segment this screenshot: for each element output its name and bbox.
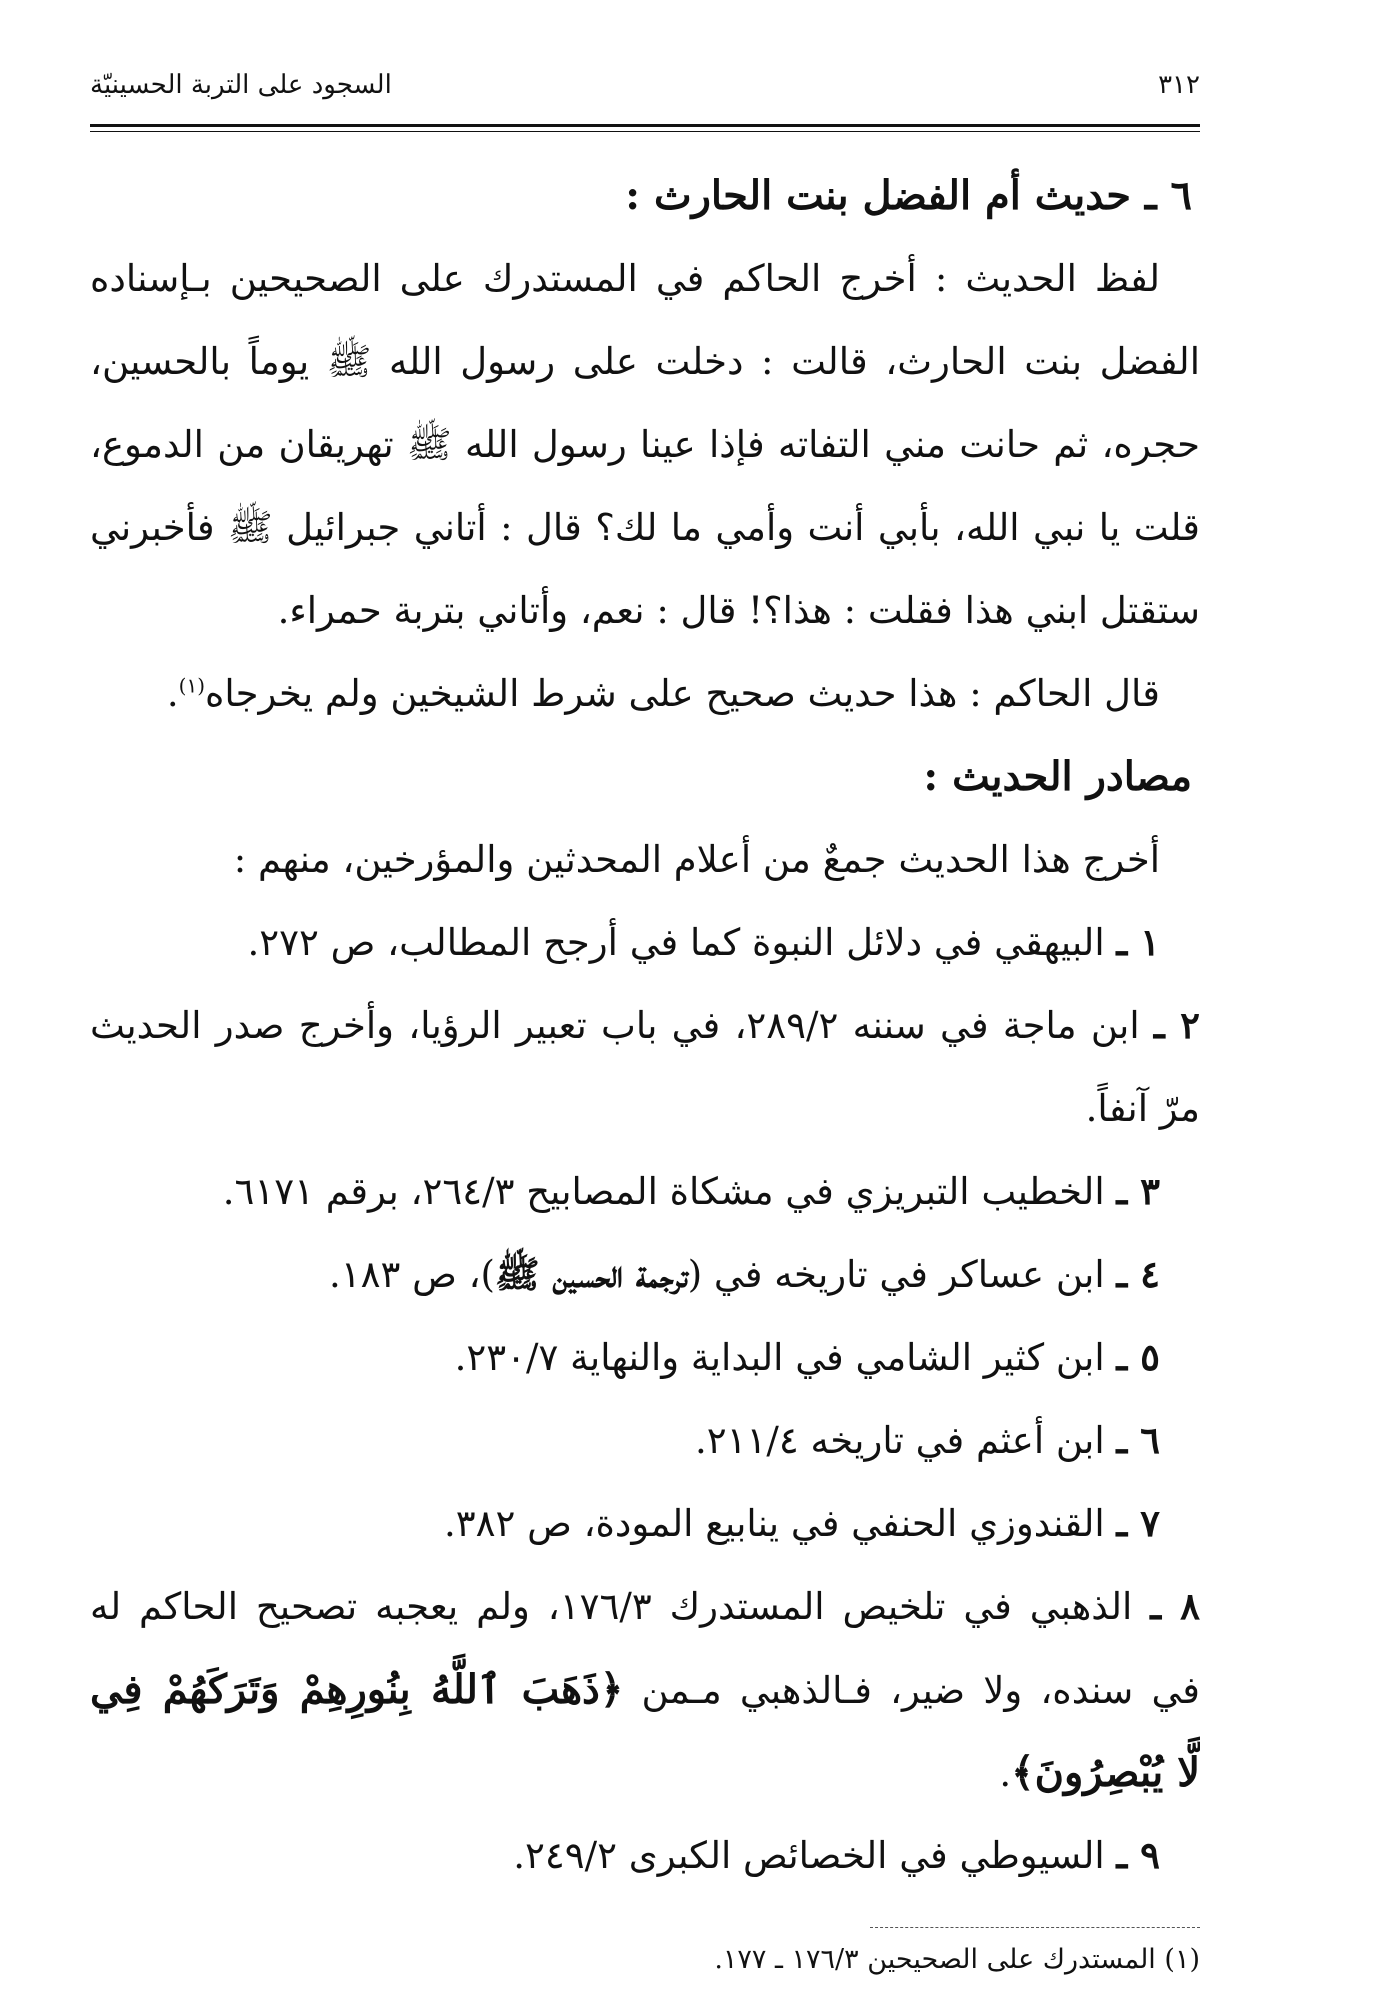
page-header xyxy=(90,70,1200,118)
source-text: الذهبي في تلخيص المستدرك ١٧٦/٣، ولم يعجبه تصحيح الحاكم له xyxy=(90,1585,1133,1628)
source-bold-title: ترجمة الحسين ﷺ xyxy=(494,1252,688,1296)
source-text: ابن ماجة في سننه ٢٨٩/٢، في باب تعبير الرؤيا، وأخرج صدر الحديث xyxy=(90,1004,1140,1047)
source-text: القندوزي الحنفي في ينابيع المودة، ص ٣٨٢. xyxy=(443,1502,1105,1545)
source-number: ٨ ـ xyxy=(1150,1584,1200,1628)
source-item-3 xyxy=(90,1150,1160,1233)
hakim-text: قال الحاكم : هذا حديث صحيح على شرط الشيخين ولم يخرجاه xyxy=(205,672,1160,715)
main-content xyxy=(90,154,1200,1897)
source-number: ٧ ـ xyxy=(1116,1501,1160,1545)
sources-heading: مصادر الحديث : xyxy=(923,753,1192,800)
source-item-1 xyxy=(90,901,1160,984)
hadith-line-4: قلت يا نبي الله، بأبي أنت وأمي ما لك؟ قال : أتاني جبرائيل ﷺ فأخبرني xyxy=(90,506,1200,549)
hadith-paragraph xyxy=(90,237,1160,320)
footnote-text: المستدرك على الصحيحين ١٧٦/٣ ـ ١٧٧. xyxy=(714,1944,1156,1975)
source-number: ٢ ـ xyxy=(1153,1003,1200,1047)
hadith-line-2: الفضل بنت الحارث، قالت : دخلت على رسول الله ﷺ يوماً بالحسين، xyxy=(90,340,1200,383)
source-number: ٤ ـ xyxy=(1116,1252,1160,1296)
footnote-ref: (١) xyxy=(178,673,205,698)
source-item-7 xyxy=(90,1482,1160,1565)
hadith-line-5: ستقتل ابني هذا فقلت : هذا؟! قال : نعم، وأتاني بتربة حمراء. xyxy=(277,589,1200,632)
document-page xyxy=(90,70,1200,1980)
source-item-6 xyxy=(90,1399,1160,1482)
source-number: ٥ ـ xyxy=(1116,1335,1160,1379)
source-text: ابن كثير الشامي في البداية والنهاية ٢٣٠/٧. xyxy=(454,1336,1105,1379)
hadith-line-1: لفظ الحديث : أخرج الحاكم في المستدرك على الصحيحين بـإسناده xyxy=(90,257,1160,300)
running-title: السجود على التربة الحسينيّة xyxy=(90,70,392,100)
source-item-8-line-1 xyxy=(90,1565,1200,1648)
source-text: ابن أعثم في تاريخه ٢١١/٤. xyxy=(694,1419,1105,1462)
source-text-end: . xyxy=(999,1752,1012,1795)
header-rule-thick xyxy=(90,124,1200,127)
page-number: ٣١٢ xyxy=(1158,70,1200,100)
source-text: السيوطي في الخصائص الكبرى ٢٤٩/٢. xyxy=(513,1834,1105,1877)
hakim-period: . xyxy=(166,672,179,715)
source-item-2-line-2: مرّ آنفاً. xyxy=(1085,1087,1200,1130)
source-text: في سنده، ولا ضير، فـالذهبي مـمن xyxy=(641,1669,1200,1712)
footnote-separator xyxy=(870,1927,1200,1928)
source-text: البيهقي في دلائل النبوة كما في أرجح المطالب، ص ٢٧٢. xyxy=(247,921,1105,964)
source-text-before: ابن عساكر في تاريخه في ( xyxy=(687,1253,1105,1296)
sources-intro: أخرج هذا الحديث جمعٌ من أعلام المحدثين والمؤرخين، منهم : xyxy=(233,838,1160,881)
source-item-8-line-2 xyxy=(90,1648,1200,1731)
source-text-after: )، ص ١٨٣. xyxy=(328,1253,495,1296)
source-number: ٣ ـ xyxy=(1116,1169,1160,1213)
source-item-5 xyxy=(90,1316,1160,1399)
hakim-line xyxy=(90,652,1160,735)
source-number: ١ ـ xyxy=(1116,920,1160,964)
hadith-heading: ٦ ـ حديث أم الفضل بنت الحارث : xyxy=(625,172,1192,219)
source-item-8-line-3 xyxy=(90,1731,1200,1814)
footnote-ref-number: (١) xyxy=(1164,1944,1200,1975)
footnote-1 xyxy=(90,1940,1200,1980)
source-text: الخطيب التبريزي في مشكاة المصابيح ٢٦٤/٣، برقم ٦١٧١. xyxy=(222,1170,1105,1213)
source-item-9 xyxy=(90,1814,1160,1897)
source-number: ٦ ـ xyxy=(1116,1418,1160,1462)
quran-verse-part-2: لَّا يُبْصِرُونَ﴾ xyxy=(1011,1749,1200,1796)
source-number: ٩ ـ xyxy=(1116,1833,1160,1877)
source-item-4 xyxy=(90,1233,1160,1316)
source-item-2-line-1 xyxy=(90,984,1200,1067)
header-rule-thin xyxy=(90,131,1200,132)
quran-verse-part-1: ﴿ذَهَبَ ٱللَّهُ بِنُورِهِمْ وَتَرَكَهُمْ فِي xyxy=(90,1666,624,1713)
hadith-line-3: حجره، ثم حانت مني التفاته فإذا عينا رسول الله ﷺ تهريقان من الدموع، xyxy=(90,423,1200,466)
